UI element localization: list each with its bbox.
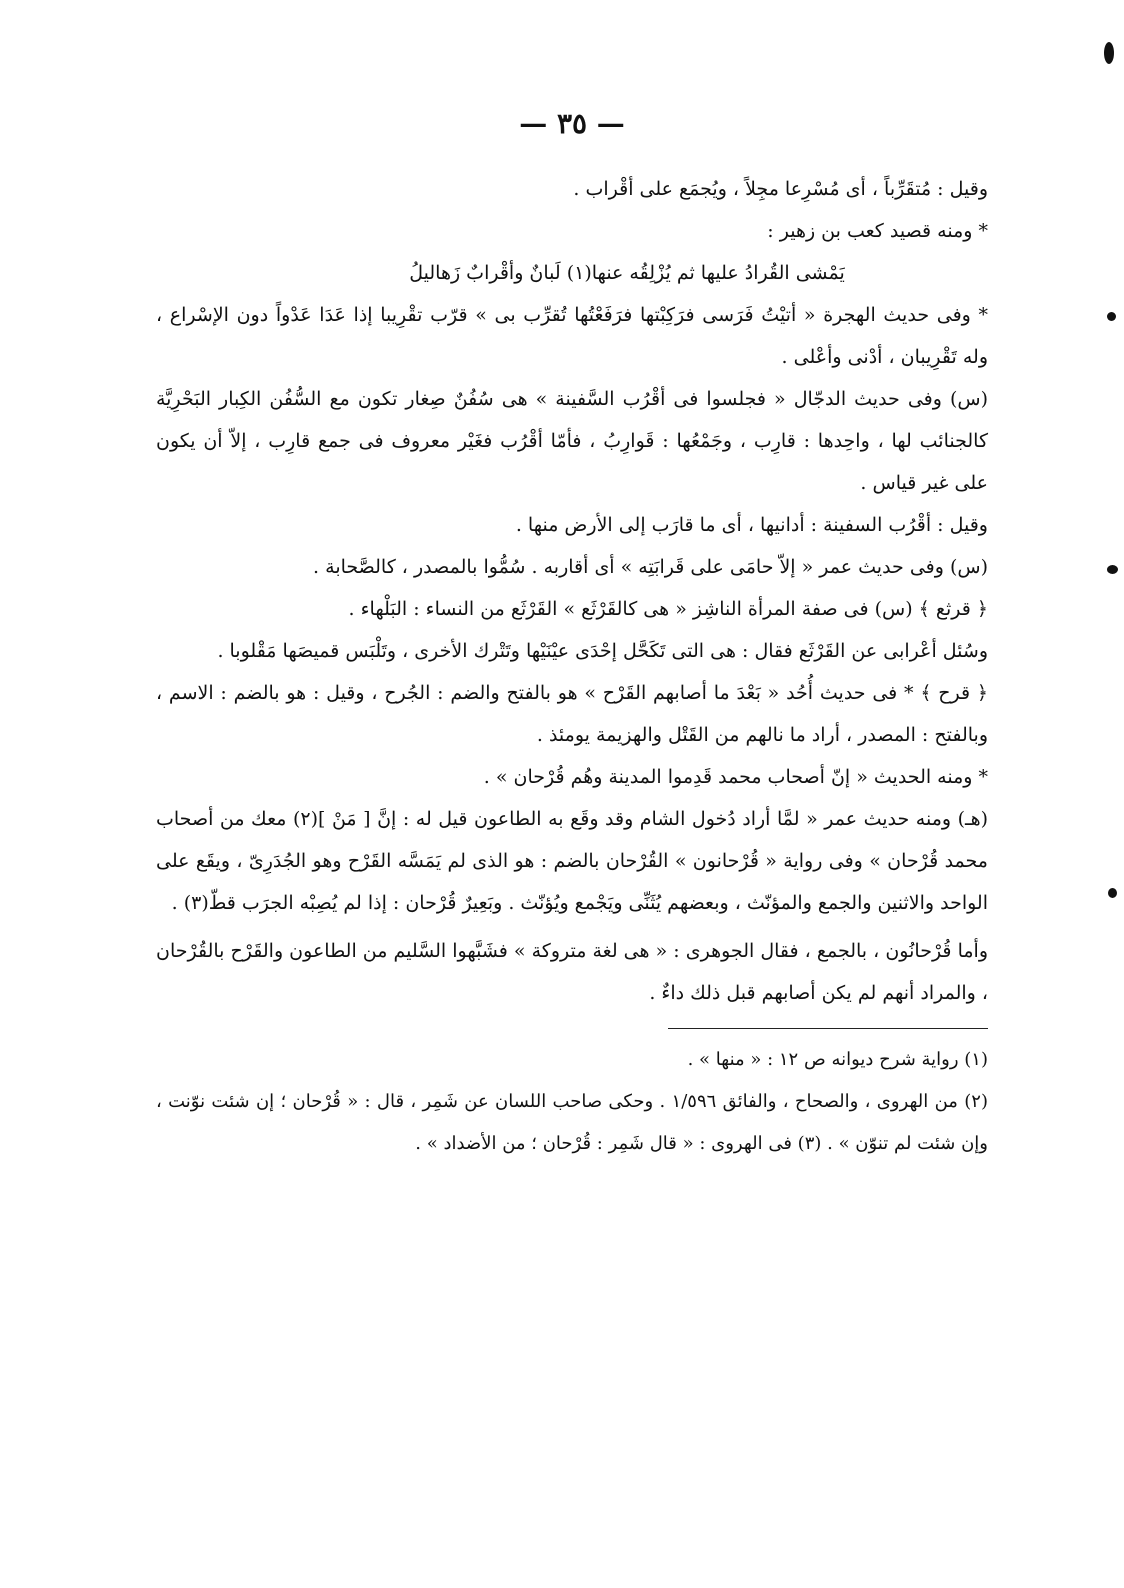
- paragraph: وقيل : مُتقَرِّباً ، أى مُسْرِعا مجِلاً ، ويُجمَع على أقْراب .: [573, 178, 988, 200]
- footnote: (١) رواية شرح ديوانه ص ١٢ : « منها » .: [687, 1049, 988, 1070]
- ink-mark: [1107, 565, 1118, 574]
- ink-mark: [1107, 312, 1116, 321]
- entry-heading-paragraph: ﴿ قرثع ﴾ (س) فى صفة المرأة الناشِز « هى كالقَرْثَع » القَرْثَع من النساء : البَلْهاء .: [348, 598, 988, 620]
- footnotes: [156, 1039, 988, 1165]
- paragraph: * وفى حديث الهجرة « أتيْتُ فَرَسى فرَكِبْتها فرَفَعْتُها تُقرِّب بى » قرّب تقْرِيبا إذا عَدَا عَدْواً دون الإسْراع ، وله تَقْرِيبان ، أدْنى وأعْلى .: [156, 304, 988, 368]
- paragraph: (هـ) ومنه حديث عمر « لمَّا أراد دُخول الشام وقد وقَع به الطاعون قيل له : إنَّ [ مَنْ ](٢) معك من أصحاب محمد قُرْحان » وفى رواية « قُرْحانون » القُرْحان بالضم : هو الذى لم يَمَسَّه القَرْح وهو الجُدَرِىّ ، ويقَع على الواحد والاثنين والجمع والمؤنّث ، وبعضهم يُثَنِّى ويَجْمع ويُؤنّث . وبَعِيرٌ قُرْحان : إذا لم يُصِبْه الجرَب قطّ(٣) .: [156, 808, 988, 914]
- paragraph: (س) وفى حديث عمر « إلاّ حامَى على قَرابَتِه » أى أقاربه . سُمُّوا بالمصدر ، كالصَّحابة .: [313, 556, 988, 578]
- main-text: [156, 168, 988, 1014]
- entry-heading-paragraph: ﴿ قرح ﴾ * فى حديث أُحُد « بَعْدَ ما أصابهم القَرْح » هو بالفتح والضم : الجُرح ، وقيل : هو بالضم : الاسم ، وبالفتح : المصدر ، أراد ما نالهم من القَتْل والهزيمة يومئذ .: [156, 682, 988, 746]
- paragraph: وقيل : أقْرُب السفينة : أدانيها ، أى ما قارَب إلى الأرض منها .: [515, 514, 988, 536]
- verse-line: يَمْشى القُرادُ عليها ثم يُزْلِقُه عنها(١) لَبانٌ وأقْرابٌ زَهاليلُ: [409, 262, 845, 284]
- paragraph: * ومنه الحديث « إنّ أصحاب محمد قَدِموا المدينة وهُم قُرْحان » .: [483, 766, 988, 788]
- page-number: — ٣٥ —: [519, 107, 625, 140]
- ink-mark: [1108, 888, 1117, 898]
- ink-mark: [1104, 42, 1114, 64]
- paragraph: * ومنه قصيد كعب بن زهير :: [767, 220, 988, 242]
- paragraph: (س) وفى حديث الدجّال « فجلسوا فى أقْرُب السَّفينة » هى سُفُنٌ صِغار تكون مع السُّفُن الكِبار البَحْرِيَّة كالجنائب لها ، واحِدها : قارِب ، وجَمْعُها : قَوارِبُ ، فأمّا أقْرُب فغَيْر معروف فى جمع قارِب ، إلاّ أن يكون على غير قياس .: [156, 388, 988, 494]
- paragraph: وأما قُرْحانُون ، بالجمع ، فقال الجوهرى : « هى لغة متروكة » فشَبَّهوا السَّليم من الطاعون والقَرْح بالقُرْحان ، والمراد أنهم لم يكن أصابهم قبل ذلك داءٌ .: [156, 940, 988, 1004]
- footnote-divider: [668, 1028, 988, 1029]
- paragraph: وسُئل أعْرابى عن القَرْثَع فقال : هى التى تَكَحَّل إحْدَى عيْنَيْها وتَتْرك الأخرى ، وتَلْبَس قميصَها مَقْلوبا .: [217, 640, 988, 662]
- document-page: [156, 100, 988, 1165]
- footnote: (٢) من الهروى ، والصحاح ، والفائق ١/٥٩٦ . وحكى صاحب اللسان عن شَمِر ، قال : « قُرْحان ؛ إن شئت نوّنت ، وإن شئت لم تنوّن » . (٣) فى الهروى : « قال شَمِر : قُرْحان ؛ من الأضداد » .: [156, 1091, 988, 1154]
